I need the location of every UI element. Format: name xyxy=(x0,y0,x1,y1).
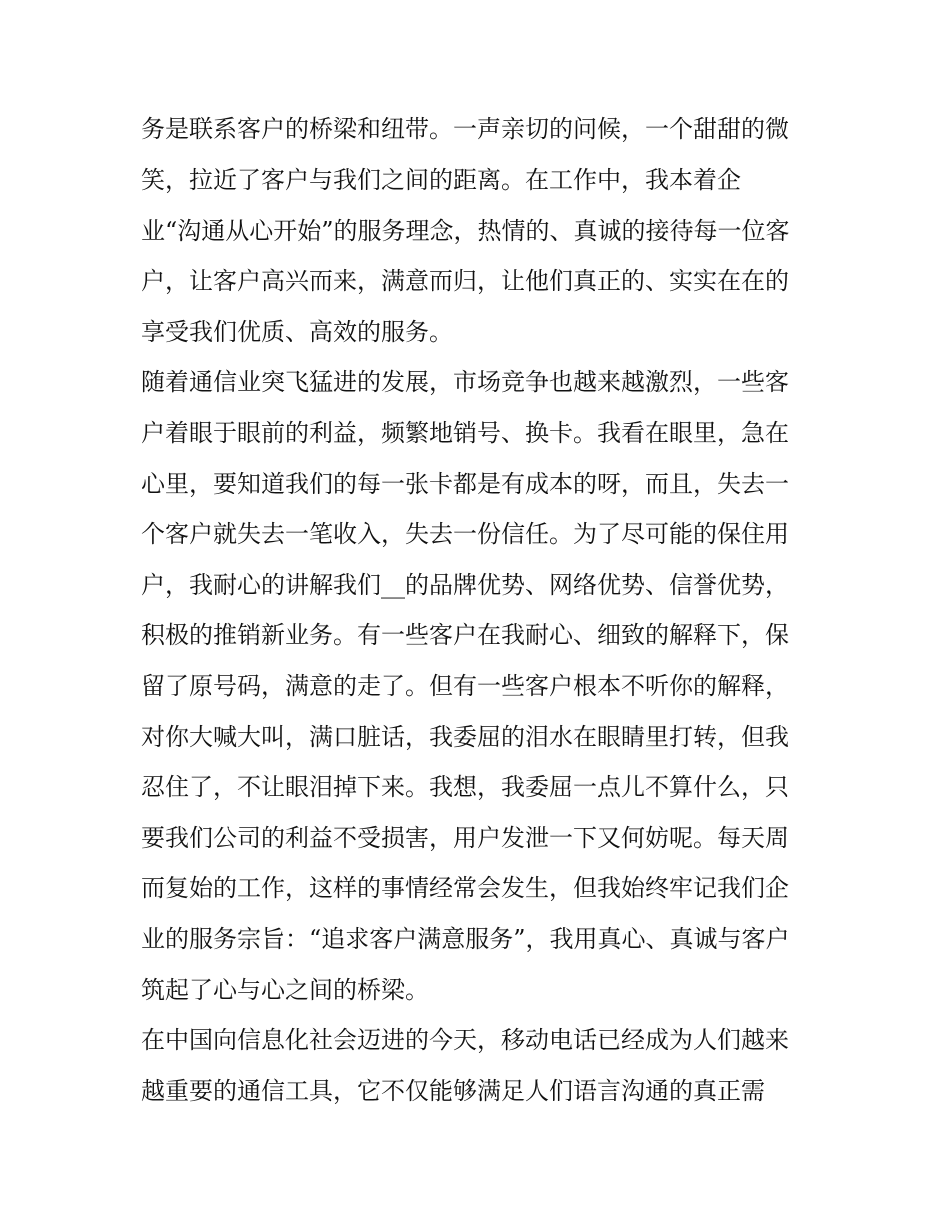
text-line: 忍住了，不让眼泪掉下来。我想，我委屈一点儿不算什么，只 xyxy=(141,773,789,801)
text-line: 积极的推销新业务。有一些客户在我耐心、细致的解释下，保 xyxy=(141,621,789,649)
text-line: 而复始的工作，这样的事情经常会发生，但我始终牢记我们企 xyxy=(141,874,789,902)
text-line: 户，让客户高兴而来，满意而归，让他们真正的、实实在在的 xyxy=(141,267,789,295)
text-line: 务是联系客户的桥梁和纽带。一声亲切的问候，一个甜甜的微 xyxy=(141,115,789,143)
text-line: 业“沟通从心开始”的服务理念，热情的、真诚的接待每一位客 xyxy=(141,217,790,245)
text-line: 要我们公司的利益不受损害，用户发泄一下又何妨呢。每天周 xyxy=(141,824,789,852)
text-line: 在中国向信息化社会迈进的今天，移动电话已经成为人们越来 xyxy=(141,1026,789,1054)
text-line: 笑，拉近了客户与我们之间的距离。在工作中，我本着企 xyxy=(141,166,741,194)
text-line: 留了原号码，满意的走了。但有一些客户根本不听你的解释， xyxy=(141,672,789,700)
text-line: 业的服务宗旨：“追求客户满意服务”，我用真心、真诚与客户 xyxy=(141,925,790,953)
text-line: 越重要的通信工具，它不仅能够满足人们语言沟通的真正需 xyxy=(141,1077,765,1105)
text-line: 随着通信业突飞猛进的发展，市场竞争也越来越激烈，一些客 xyxy=(141,368,789,396)
text-line: 户着眼于眼前的利益，频繁地销号、换卡。我看在眼里，急在 xyxy=(141,419,789,447)
text-line: 个客户就失去一笔收入，失去一份信任。为了尽可能的保住用 xyxy=(141,520,789,548)
text-line: 享受我们优质、高效的服务。 xyxy=(141,318,453,346)
text-line: 心里，要知道我们的每一张卡都是有成本的呀，而且，失去一 xyxy=(141,470,789,498)
text-line: 筑起了心与心之间的桥梁。 xyxy=(141,976,429,1004)
text-line: 对你大喊大叫，满口脏话，我委屈的泪水在眼睛里打转，但我 xyxy=(141,723,789,751)
text-line: 户，我耐心的讲解我们__的品牌优势、网络优势、信誉优势， xyxy=(141,571,789,599)
